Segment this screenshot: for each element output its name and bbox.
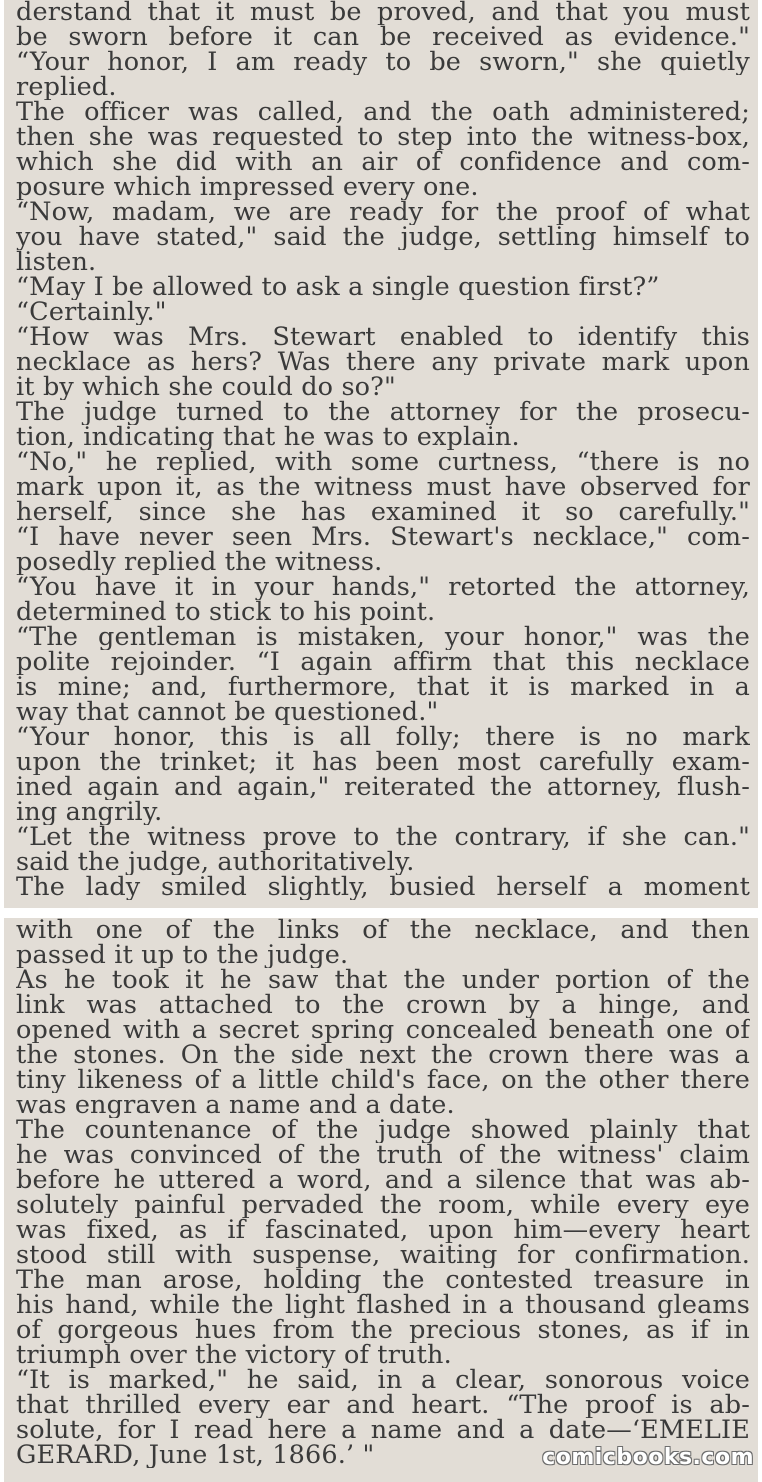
text-line: his hand, while the light flashed in a thousand gleams xyxy=(16,1293,750,1318)
top-text-panel xyxy=(4,0,758,908)
text-line: was engraven a name and a date. xyxy=(16,1093,455,1118)
text-line: be sworn before it can be received as evidence." xyxy=(16,25,750,50)
text-line: “Your honor, this is all folly; there is no mark xyxy=(16,725,750,750)
text-line: determined to stick to his point. xyxy=(16,600,436,625)
text-line: of gorgeous hues from the precious stones, as if in xyxy=(16,1318,750,1343)
text-line: link was attached to the crown by a hinge, and xyxy=(16,993,750,1018)
text-line: “No," he replied, with some curtness, “there is no xyxy=(16,450,750,475)
text-line: The judge turned to the attorney for the prosecu- xyxy=(16,400,750,425)
top-text-column xyxy=(16,0,750,900)
text-line: posedly replied the witness. xyxy=(16,550,383,575)
text-line: opened with a secret spring concealed beneath one of xyxy=(16,1018,750,1043)
text-line: upon the trinket; it has been most carefully exam- xyxy=(16,750,750,775)
text-line: “May I be allowed to ask a single question first?” xyxy=(16,275,660,300)
text-line: derstand that it must be proved, and that you must xyxy=(16,0,750,25)
text-line: he was convinced of the truth of the witness' claim xyxy=(16,1143,750,1168)
text-line: The officer was called, and the oath administered; xyxy=(16,100,750,125)
text-line: ing angrily. xyxy=(16,800,163,825)
text-line: replied. xyxy=(16,75,117,100)
bottom-text-column xyxy=(16,918,750,1468)
text-line: posure which impressed every one. xyxy=(16,175,479,200)
text-line: solutely painful pervaded the room, while every eye xyxy=(16,1193,750,1218)
text-line: The man arose, holding the contested treasure in xyxy=(16,1268,750,1293)
text-line: “Let the witness prove to the contrary, if she can." xyxy=(16,825,750,850)
text-line: before he uttered a word, and a silence that was ab- xyxy=(16,1168,750,1193)
text-line: ined again and again," reiterated the attorney, flush- xyxy=(16,775,750,800)
text-line: said the judge, authoritatively. xyxy=(16,850,415,875)
text-line: tion, indicating that he was to explain. xyxy=(16,425,520,450)
text-line: then she was requested to step into the witness-box, xyxy=(16,125,750,150)
text-line: necklace as hers? Was there any private mark upon xyxy=(16,350,750,375)
text-line: with one of the links of the necklace, and then xyxy=(16,918,750,943)
text-line: “You have it in your hands," retorted the attorney, xyxy=(16,575,750,600)
text-line: “I have never seen Mrs. Stewart's necklace," com- xyxy=(16,525,750,550)
text-line: “How was Mrs. Stewart enabled to identify this xyxy=(16,325,750,350)
text-line: it by which she could do so?" xyxy=(16,375,396,400)
text-line: passed it up to the judge. xyxy=(16,943,349,968)
text-line: was fixed, as if fascinated, upon him—every heart xyxy=(16,1218,750,1243)
text-line: which she did with an air of confidence and com- xyxy=(16,150,750,175)
text-line: polite rejoinder. “I again affirm that this necklace xyxy=(16,650,750,675)
text-line: solute, for I read here a name and a date—‘EMELIE xyxy=(16,1418,750,1443)
text-line: GERARD, June 1st, 1866.’ " xyxy=(16,1443,375,1468)
text-line: “The gentleman is mistaken, your honor," was the xyxy=(16,625,750,650)
text-line: you have stated," said the judge, settling himself to xyxy=(16,225,750,250)
text-line: is mine; and, furthermore, that it is marked in a xyxy=(16,675,750,700)
text-line: triumph over the victory of truth. xyxy=(16,1343,452,1368)
site-watermark: comicbooks.com xyxy=(542,1445,754,1470)
text-line: way that cannot be questioned." xyxy=(16,700,439,725)
text-line: listen. xyxy=(16,250,97,275)
text-line: “Certainly." xyxy=(16,300,167,325)
text-line: The countenance of the judge showed plainly that xyxy=(16,1118,750,1143)
panel-divider xyxy=(0,908,762,918)
text-line: herself, since she has examined it so carefully." xyxy=(16,500,750,525)
text-line: “Now, madam, we are ready for the proof of what xyxy=(16,200,750,225)
text-line: stood still with suspense, waiting for confirmation. xyxy=(16,1243,750,1268)
text-line: mark upon it, as the witness must have observed for xyxy=(16,475,750,500)
text-line: the stones. On the side next the crown there was a xyxy=(16,1043,750,1068)
text-line: tiny likeness of a little child's face, on the other there xyxy=(16,1068,750,1093)
text-line: “Your honor, I am ready to be sworn," she quietly xyxy=(16,50,750,75)
text-line: that thrilled every ear and heart. “The proof is ab- xyxy=(16,1393,750,1418)
bottom-text-panel xyxy=(4,918,758,1482)
text-line: The lady smiled slightly, busied herself a moment xyxy=(16,875,750,900)
text-line: “It is marked," he said, in a clear, sonorous voice xyxy=(16,1368,750,1393)
text-line: As he took it he saw that the under portion of the xyxy=(16,968,750,993)
